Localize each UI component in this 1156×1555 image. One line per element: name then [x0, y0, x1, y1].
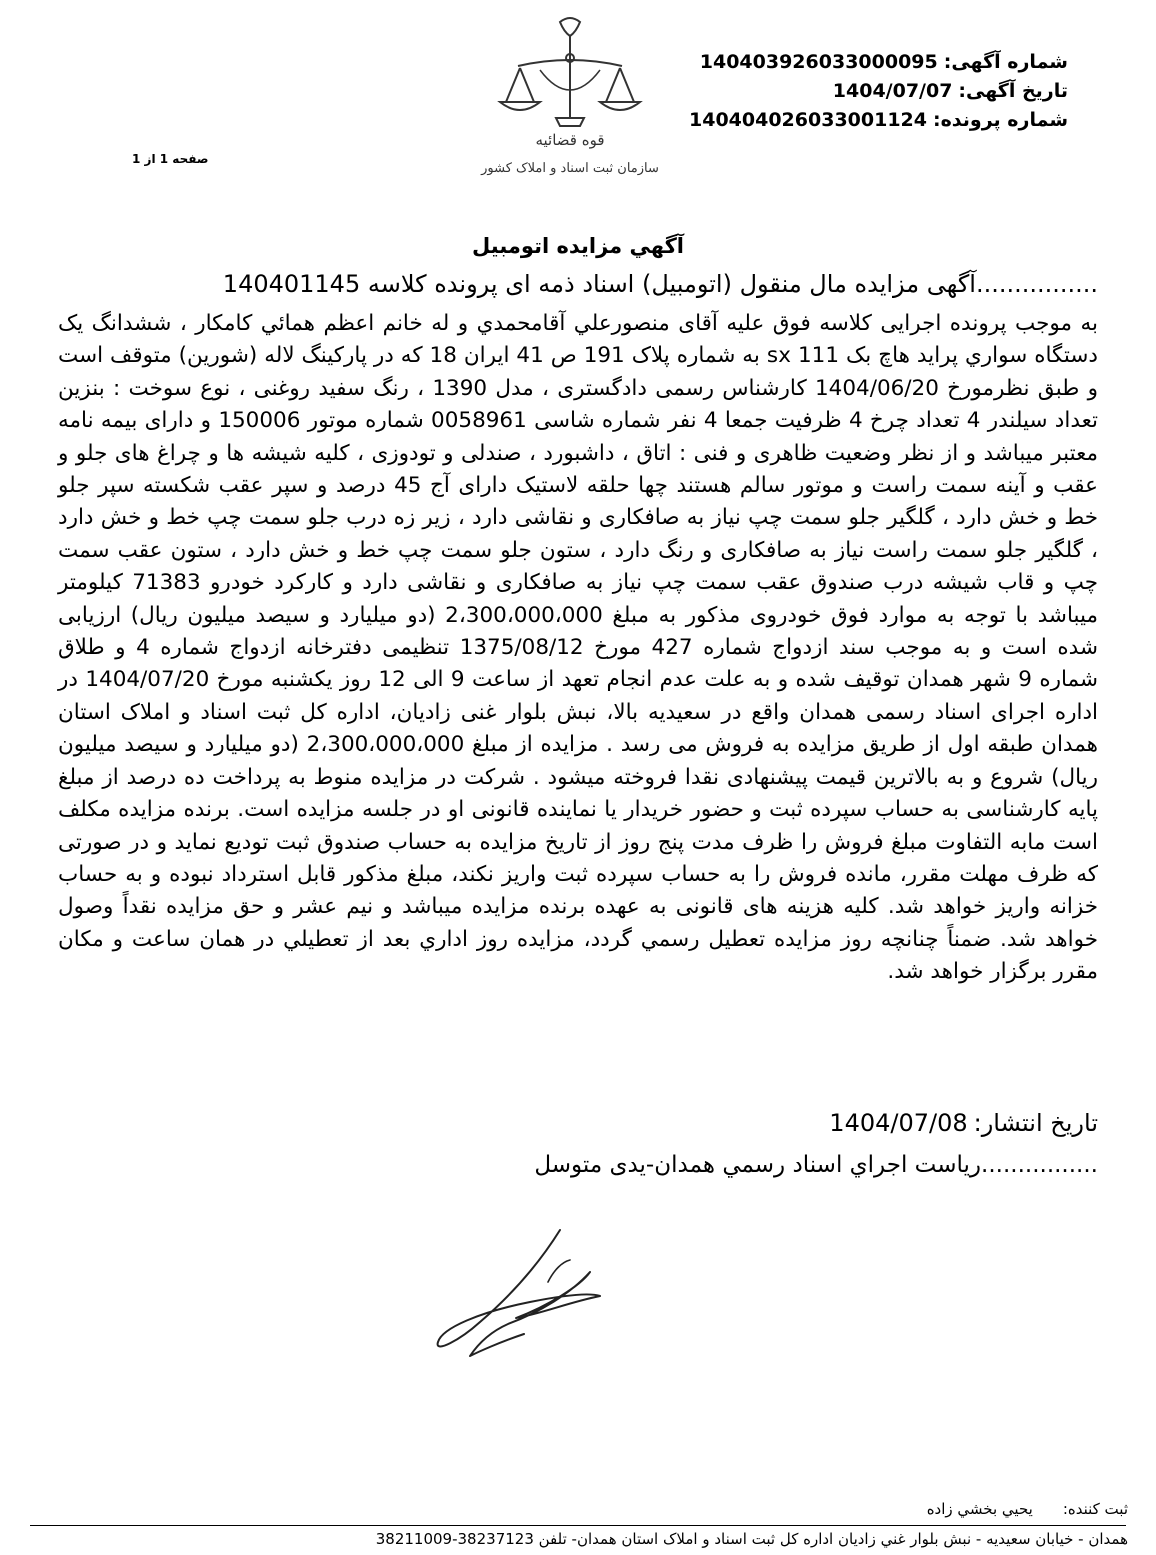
page-title: آگهي مزايده اتومبيل [472, 234, 684, 258]
publish-date: 1404/07/08 [829, 1109, 968, 1137]
notice-metadata [689, 48, 1068, 135]
judiciary-emblem-icon [470, 10, 670, 200]
notice-date-row [689, 77, 1068, 106]
emblem-line1: قوه قضائیه [535, 131, 605, 149]
registrar-label: ثبت کننده: [1062, 1500, 1128, 1518]
footer-divider [30, 1525, 1126, 1526]
case-number-row [689, 106, 1068, 135]
notice-date: 1404/07/07 [832, 80, 953, 102]
notice-number-label: شماره آگهی: [943, 51, 1068, 73]
footer-address: همدان - خیابان سعیدیه - نبش بلوار غني زادیان اداره کل ثبت اسناد و املاک استان همدان- تلفن 38237123-38211009 [375, 1530, 1128, 1548]
notice-body: به موجب پرونده اجرایی کلاسه فوق علیه آقای منصورعلي آقامحمدي و له خانم اعظم همائي کامکار ، ششدانگ یک دستگاه سواري پراید هاچ بک 111 sx به شماره پلاک 191 ص 41 ایران 18 که در پارکینگ لاله (شورین) متوقف است و طبق نظرمورخ 1404/06/20 کارشناس رسمی دادگستری ، مدل 1390 ، رنگ سفید روغنی ، نوع سوخت : بنزین تعداد سیلندر 4 تعداد چرخ 4 ظرفیت جمعا 4 نفر شماره شاسی 0058961 شماره موتور 150006 و دارای بیمه نامه معتبر میباشد و از نظر وضعیت ظاهری و فنی : اتاق ، داشبورد ، صندلی و تودوزی ، کلیه شیشه ها و چراغ های جلو و عقب و آینه سمت راست و موتور سالم هستند چها حلقه لاستیک دارای آج 45 درصد و سپر عقب شکسته سپر جلو خط و خش دارد ، گلگیر جلو سمت چپ نیاز به صافکاری و نقاشی دارد ، زیر زه درب جلو سمت چپ خط و خش دارد ، گلگیر جلو سمت راست نیاز به صافکاری و رنگ دارد ، ستون جلو سمت چپ خط و خش دارد ، ستون عقب سمت چپ و قاب شیشه درب صندوق عقب سمت چپ نیاز به صافکاری و نقاشی دارد و کارکرد خودرو 71383 کیلومتر میباشد با توجه به موارد فوق خودروی مذکور به مبلغ 2،300،000،000 (دو میلیارد و سیصد میلیون ریال) ارزیابی شده است و به موجب سند ازدواج شماره 427 مورخ 1375/08/12 تنظیمی دفترخانه ازدواج شماره 4 و طلاق شماره 9 شهر همدان توقیف شده و به علت عدم انجام تعهد از ساعت 9 الی 12 روز یکشنبه مورخ 1404/07/20 در اداره اجرای اسناد رسمی همدان واقع در سعیدیه بالا، نبش بلوار غنی زادیان، اداره کل ثبت اسناد و املاک استان همدان طبقه اول از طریق مزایده به فروش می رسد . مزایده از مبلغ 2،300،000،000 (دو میلیارد و سیصد میلیون ریال) شروع و به بالاترین قیمت پیشنهادی نقدا فروخته میشود . شرکت در مزایده منوط به پرداخت ده درصد از مبلغ پایه کارشناسی به حساب سپرده ثبت و حضور خریدار یا نماینده قانونی او در جلسه مزایده است. برنده مزایده مکلف است مابه التفاوت مبلغ فروش را ظرف مدت پنج روز از تاریخ مزایده به حساب صندوق ثبت تودیع نماید و در صورتی که ظرف مهلت مقرر، مانده فروش را به حساب سپرده ثبت واریز نکند، مبلغ مذکور قابل استرداد نبوده و به حساب خزانه واریز خواهد شد. کلیه هزینه های قانونی به عهده برنده مزایده میباشد و نیم عشر و حق مزایده نقداً وصول خواهد شد. ضمناً چنانچه روز مزایده تعطیل رسمي گردد، مزایده روز اداري بعد از تعطیلي در همان ساعت و مکان مقرر برگزار خواهد شد. [58, 311, 1098, 985]
notice-date-label: تاریخ آگهی: [958, 80, 1068, 102]
handwritten-signature-icon [420, 1222, 610, 1372]
case-number: 140404026033001124 [689, 109, 927, 131]
notice-number: 140403926033000095 [699, 51, 938, 73]
case-number-label: شماره پرونده: [932, 109, 1068, 131]
registrar-row [927, 1500, 1128, 1518]
emblem-line2: سازمان ثبت اسناد و املاک کشور [481, 161, 659, 176]
notice-number-row [689, 48, 1068, 77]
publish-date-row [829, 1109, 1098, 1137]
page-indicator: صفحه 1 از 1 [132, 152, 209, 166]
registrar-name: يحيي بخشي زاده [926, 1500, 1033, 1518]
publish-date-label: تاریخ انتشار: [973, 1109, 1098, 1137]
notice-subtitle: ................آگهی مزایده مال منقول (اتومبیل) اسناد ذمه ای پرونده کلاسه 140401145 [222, 270, 1098, 298]
signer-line: ................رياست اجراي اسناد رسمي همدان-يدی متوسل [534, 1152, 1098, 1178]
